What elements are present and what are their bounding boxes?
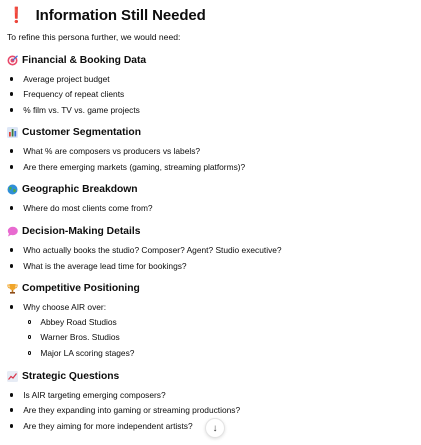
section-heading-decision: Decision-Making Details — [7, 226, 140, 237]
trophy-icon — [7, 283, 18, 294]
section-heading-geographic: Geographic Breakdown — [7, 184, 138, 195]
list-item: Are they aiming for more independent artists? — [10, 421, 193, 431]
page-title — [7, 6, 206, 24]
bar-chart-icon — [7, 127, 18, 138]
list-item: Frequency of repeat clients — [10, 89, 124, 99]
list-item: What % are composers vs producers vs labels? — [10, 146, 200, 156]
list-item: Who actually books the studio? Composer? Agent? Studio executive? — [10, 245, 282, 255]
sub-list-item: Abbey Road Studios — [28, 317, 117, 327]
list-item: What is the average lead time for bookings? — [10, 261, 187, 271]
page-title-text: Information Still Needed — [35, 6, 206, 24]
section-heading-segmentation: Customer Segmentation — [7, 127, 141, 138]
intro-text: To refine this persona further, we would need: — [7, 32, 181, 42]
trend-chart-icon — [7, 371, 18, 382]
list-item: Are there emerging markets (gaming, streaming platforms)? — [10, 162, 245, 172]
section-heading-competitive: Competitive Positioning — [7, 283, 140, 294]
list-item: Why choose AIR over: — [10, 302, 106, 312]
exclamation-icon: ❗ — [7, 7, 26, 24]
section-heading-financial: Financial & Booking Data — [7, 55, 146, 66]
sub-list-item: Warner Bros. Studios — [28, 332, 120, 342]
scroll-to-bottom-button[interactable] — [205, 418, 225, 438]
list-item: Are they expanding into gaming or streaming productions? — [10, 405, 240, 415]
list-item: % film vs. TV vs. game projects — [10, 105, 140, 115]
target-icon — [7, 55, 18, 66]
list-item: Where do most clients come from? — [10, 203, 153, 213]
sub-list-item: Major LA scoring stages? — [28, 348, 134, 358]
list-item: Is AIR targeting emerging composers? — [10, 390, 166, 400]
section-heading-strategic: Strategic Questions — [7, 371, 119, 382]
globe-icon — [7, 184, 18, 195]
list-item: Average project budget — [10, 74, 110, 84]
speech-bubble-icon — [7, 226, 18, 237]
arrow-down-icon: ↓ — [212, 422, 218, 434]
